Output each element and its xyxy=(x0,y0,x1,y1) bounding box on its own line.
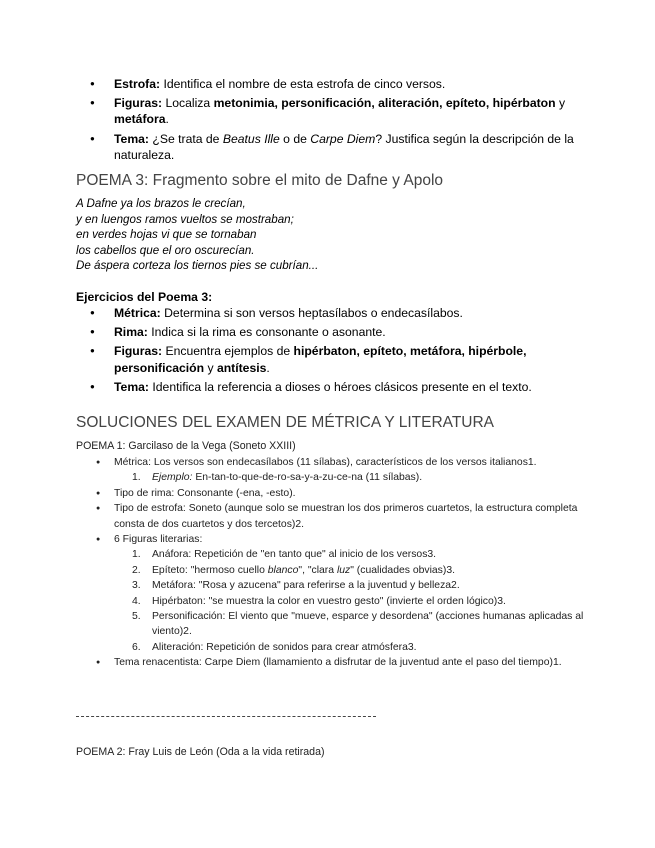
list-item xyxy=(76,76,576,92)
list-item xyxy=(76,501,586,532)
figura-text: Personificación: El viento que "mueve, esparce y desordena" (acciones humanas aplicadas al viento)2. xyxy=(152,611,584,638)
list-item xyxy=(76,305,576,321)
item-number: 6. xyxy=(132,641,141,653)
item-bold: antítesis xyxy=(216,360,267,375)
item-label: Métrica: xyxy=(114,306,161,320)
list-item xyxy=(76,655,586,670)
sublist-item xyxy=(114,547,586,562)
figura-text: Hipérbaton: "se muestra la color en vuestro gesto" (invierte el orden lógico)3. xyxy=(152,595,506,607)
item-text: Localiza xyxy=(165,96,211,111)
sublist-item xyxy=(114,563,586,578)
list-item xyxy=(76,532,586,655)
figura-text: Anáfora: Repetición de "en tanto que" al inicio de los versos3. xyxy=(152,549,437,561)
figura-text: Metáfora: "Rosa y azucena" para referirse a la juventud y belleza2. xyxy=(152,580,460,592)
figura-italic: luz xyxy=(336,564,351,576)
item-text: Encuentra ejemplos de xyxy=(165,344,291,359)
item-text: o de xyxy=(283,131,307,146)
sublist-item xyxy=(114,594,586,609)
item-text: Indica si la rima es consonante o asonante. xyxy=(151,325,386,340)
sublist-item xyxy=(114,470,586,485)
item-label: Estrofa: xyxy=(114,77,161,91)
figura-text: Epíteto: "hermoso cuello xyxy=(152,564,268,576)
list-item xyxy=(76,324,576,340)
item-label: Rima: xyxy=(114,325,148,340)
item-text: ? Justifica según la descripción de la naturaleza. xyxy=(114,131,574,162)
item-bold: hipérbaton, epíteto, metáfora, hipérbole, personificación xyxy=(114,344,527,375)
soluciones-heading: SOLUCIONES DEL EXAMEN DE MÉTRICA Y LITERATURA xyxy=(76,414,495,431)
list-item xyxy=(76,455,586,486)
sublist-item xyxy=(114,640,586,655)
ejemplo-text: En-tan-to-que-de-ro-sa-y-a-zu-ce-na (11 sílabas). xyxy=(195,472,423,484)
list-item xyxy=(76,131,576,163)
item-label: Tema: xyxy=(114,131,149,146)
item-text: Determina si son versos heptasílabos o endecasílabos. xyxy=(164,306,463,320)
sublist-item xyxy=(114,578,586,593)
poema3-heading: POEMA 3: Fragmento sobre el mito de Dafne y Apolo xyxy=(76,172,444,189)
list-item xyxy=(76,486,586,501)
ejemplo-label: Ejemplo: xyxy=(152,472,193,484)
soluciones-list xyxy=(76,455,586,671)
item-text: y xyxy=(558,96,566,111)
item-number: 2. xyxy=(132,564,141,576)
figura-text: " (cualidades obvias)3. xyxy=(350,564,455,576)
item-number: 5. xyxy=(132,611,141,623)
poema2-exercise-list xyxy=(76,76,576,166)
figura-text: ", "clara xyxy=(298,564,337,576)
verse-line: y en luengos ramos vueltos se mostraban; xyxy=(76,212,294,226)
tema-text: Tema renacentista: Carpe Diem (llamamiento a disfrutar de la juventud ante el paso del tiempo)1. xyxy=(114,657,562,669)
item-label: Figuras: xyxy=(114,344,163,359)
poem-verses xyxy=(76,196,318,274)
list-item xyxy=(76,343,576,375)
list-item xyxy=(76,379,576,395)
item-label: Figuras: xyxy=(114,96,163,111)
item-italic: Beatus Ille xyxy=(222,131,280,146)
poema3-exercise-list xyxy=(76,305,576,398)
figuras-title: 6 Figuras literarias: xyxy=(114,534,203,546)
poema1-title: POEMA 1: Garcilaso de la Vega (Soneto XXIII) xyxy=(76,440,296,452)
metrica-sublist xyxy=(114,470,586,485)
item-italic: Carpe Diem xyxy=(310,131,376,146)
item-text: . xyxy=(165,112,169,127)
item-text: Identifica la referencia a dioses o héroes clásicos presente en el texto. xyxy=(152,379,532,394)
item-bold: metonimia, personificación, aliteración, epíteto, hipérbaton xyxy=(213,96,556,111)
dashed-divider xyxy=(76,716,376,717)
item-text: y xyxy=(207,360,214,375)
item-number: 1. xyxy=(132,549,141,561)
verse-line: en verdes hojas vi que se tornaban xyxy=(76,228,257,242)
metrica-text: Métrica: Los versos son endecasílabos (11 sílabas), característicos de los versos italianos1. xyxy=(114,457,537,468)
figuras-sublist xyxy=(114,547,586,655)
estrofa-text: Tipo de estrofa: Soneto (aunque solo se muestran los dos primeros cuartetos, la estructura completa consta de dos cuartetos y dos tercetos)2. xyxy=(114,503,578,530)
item-label: Tema: xyxy=(114,379,149,394)
poema2-title: POEMA 2: Fray Luis de León (Oda a la vida retirada) xyxy=(76,746,325,758)
item-number: 3. xyxy=(132,580,141,592)
figura-italic: blanco xyxy=(267,564,299,576)
item-text: ¿Se trata de xyxy=(152,131,220,146)
rima-text: Tipo de rima: Consonante (-ena, -esto). xyxy=(114,487,296,499)
item-number: 4. xyxy=(132,595,141,607)
verse-line: A Dafne ya los brazos le crecían, xyxy=(76,197,246,210)
item-text: . xyxy=(266,360,270,375)
figura-text: Aliteración: Repetición de sonidos para crear atmósfera3. xyxy=(152,641,417,653)
verse-line: De áspera corteza los tiernos pies se cubrían... xyxy=(76,259,319,273)
item-number: 1. xyxy=(132,472,141,484)
item-text: Identifica el nombre de esta estrofa de cinco versos. xyxy=(163,77,446,91)
list-item xyxy=(76,95,576,127)
verse-line: los cabellos que el oro oscurecían. xyxy=(76,243,255,257)
ejercicios-title: Ejercicios del Poema 3: xyxy=(76,290,213,304)
item-bold: metáfora xyxy=(114,112,166,127)
sublist-item xyxy=(114,609,586,640)
